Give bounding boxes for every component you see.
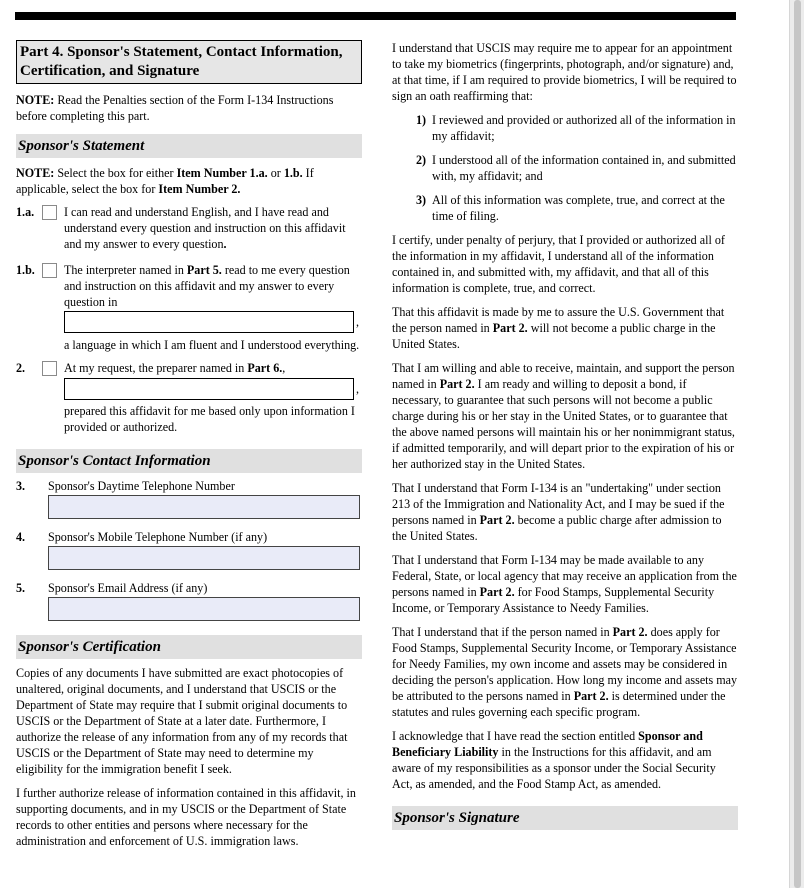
item-1a-text: I can read and understand English, and I have read and understand every question and instruction on this affidavit and my answer to every question [64,205,346,251]
item-1a-number: 1.a. [16,205,35,219]
item-1a: 1.a. I can read and understand English, and I have read and understand every question and instruction on this affidavit and my answer to every question. [16,205,346,251]
item-1a-checkbox[interactable] [42,205,57,220]
vertical-scrollbar[interactable] [789,0,804,888]
signature-heading: Sponsor's Signature [392,806,738,830]
oath-item-2: 2) I understood all of the information contained in, and submitted with, my affidavit; and [416,153,736,183]
statement-note: NOTE: Select the box for either Item Number 1.a. or 1.b. If applicable, select the box for Item Number 2. [16,166,314,196]
item-2-after: prepared this affidavit for me based only upon information I provided or authorized. [64,404,355,434]
email-input[interactable] [48,597,360,621]
income-paragraph: That I understand that if the person named in Part 2. does apply for Food Stamps, Supplemental Security Income, or Temporary Assistance for Needy Families, my own income and assets may be considered in deciding the person's application. How long my income and assets may be attributed to the persons named in Part 2. is determined under the statutes and rules governing each specific program. [392,625,738,719]
biometrics-paragraph: I understand that USCIS may require me to appear for an appointment to take my biometrics (fingerprints, photograph, and/or signature) and, at that time, if I am required to provide biometrics, I will be required to sign an oath reaffirming that: [392,41,737,103]
preparer-input[interactable] [64,378,354,400]
scrollbar-thumb[interactable] [794,0,801,888]
available-paragraph: That I understand that Form I-134 may be made available to any Federal, State, or local agency that may receive an application from the persons named in Part 2. for Food Stamps, Supplemental Security Income, or Temporary Assistance to Needy Families. [392,553,737,615]
daytime-phone-input[interactable] [48,495,360,519]
mobile-phone-label: Sponsor's Mobile Telephone Number (if any) [48,530,268,544]
item-2: 2. At my request, the preparer named in Part 6., , prepared this affidavit for me based only upon information I provided or authorized. [16,360,362,435]
field-daytime-phone: 3. Sponsor's Daytime Telephone Number [16,478,362,519]
item-1b: 1.b. The interpreter named in Part 5. read to me every question and instruction on this affidavit and my answer to every question in , a language in which I am fluent and I understood everything. [16,262,362,353]
certification-p1: Copies of any documents I have submitted are exact photocopies of unaltered, original documents, and I understand that USCIS or the Department of State may require that I submit original documents to USCIS or the Department of State at a later date. Furthermore, I authorize the release of any information from any of my records that USCIS or the Department of State may need to determine my eligibility for the immigration benefit I seek. [16,666,348,776]
oath-item-3: 3) All of this information was complete, true, and correct at the time of filing. [416,193,725,223]
item-2-checkbox[interactable] [42,361,57,376]
oath-list [392,112,738,224]
acknowledge-paragraph: I acknowledge that I have read the section entitled Sponsor and Beneficiary Liability in the Instructions for this affidavit, and am aware of my responsibilities as a sponsor under the Social Security Act, as amended, and the Food Stamp Act, as amended. [392,729,716,791]
interpreter-language-row: , [64,311,362,333]
email-label: Sponsor's Email Address (if any) [48,581,208,595]
item-2-number: 2. [16,361,26,375]
note-penalties: NOTE: Read the Penalties section of the Form I-134 Instructions before completing this part. [16,93,334,123]
assure-paragraph: That this affidavit is made by me to assure the U.S. Government that the person named in Part 2. will not become a public charge in the United States. [392,305,725,351]
field-mobile-phone: 4. Sponsor's Mobile Telephone Number (if any) [16,529,362,570]
willing-paragraph: That I am willing and able to receive, maintain, and support the person named in Part 2. I am ready and willing to deposit a bond, if necessary, to guarantee that such persons will not become a public charge during his or her stay in the United States, or to guarantee that the above named persons will maintain his or her nonimmigrant status, if admitted temporarily, and will depart prior to the expiration of his or her authorized stay in the United States. [392,361,735,471]
contact-info-heading: Sponsor's Contact Information [16,449,362,473]
left-column [16,40,362,849]
sponsor-statement-heading: Sponsor's Statement [16,134,362,158]
certification-p2: I further authorize release of information contained in this affidavit, in supporting documents, and in my USCIS or the Department of State records to other entities and persons where necessary for the administration and enforcement of U.S. immigration laws. [16,786,356,848]
right-column [392,40,738,830]
certify-paragraph: I certify, under penalty of perjury, that I provided or authorized all of the information in my affidavit, I understand all of the information contained in, and submitted with, my affidavit, and that all of this information is complete, true, and correct. [392,233,725,295]
item-1b-checkbox[interactable] [42,263,57,278]
daytime-phone-label: Sponsor's Daytime Telephone Number [48,479,235,493]
undertaking-paragraph: That I understand that Form I-134 is an "undertaking" under section 213 of the Immigration and Nationality Act, and I may be sued if the persons named in Part 2. become a public charge after admission to the United States. [392,481,725,543]
item-1b-number: 1.b. [16,263,35,277]
oath-item-1: 1) I reviewed and provided or authorized all of the information in my affidavit; [416,113,736,143]
mobile-phone-input[interactable] [48,546,360,570]
item-1b-after: a language in which I am fluent and I understood everything. [64,338,360,352]
interpreter-language-input[interactable] [64,311,354,333]
part-title: Part 4. Sponsor's Statement, Contact Information, Certification, and Signature [16,40,362,84]
field-email: 5. Sponsor's Email Address (if any) [16,580,362,621]
certification-heading: Sponsor's Certification [16,635,362,659]
preparer-row: , [64,378,362,400]
top-rule [15,12,736,20]
